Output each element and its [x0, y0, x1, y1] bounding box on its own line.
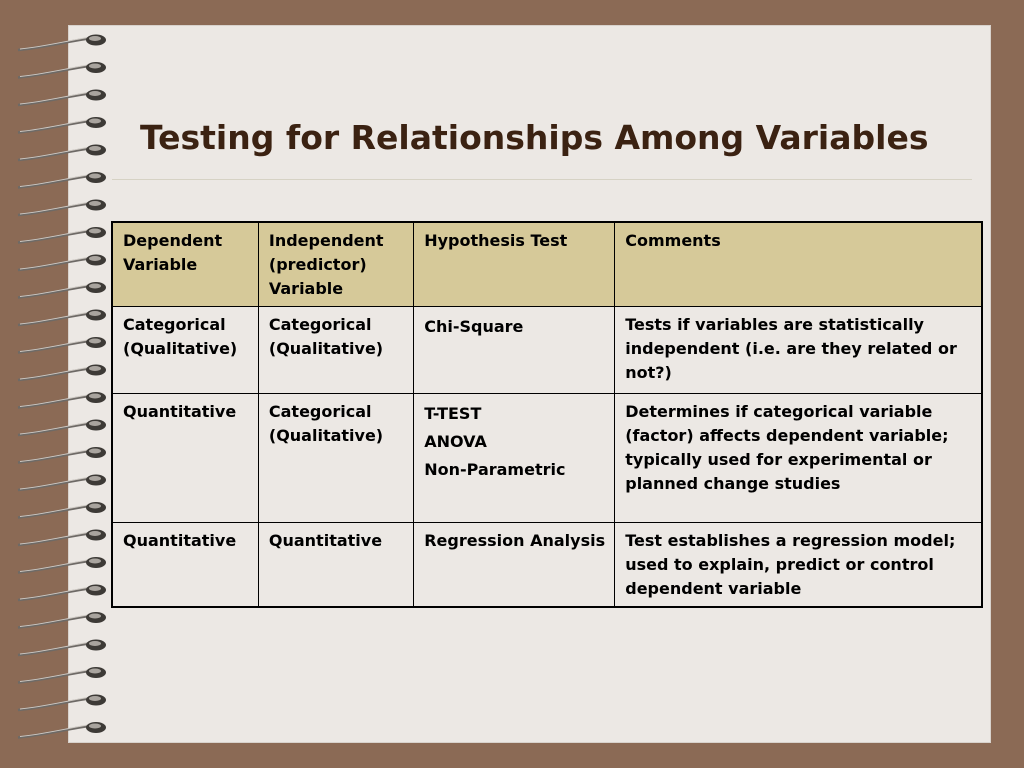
spiral-coil — [18, 62, 106, 78]
header-hypothesis-test: Hypothesis Test — [414, 222, 615, 307]
cell-independent: Categorical (Qualitative) — [258, 307, 413, 394]
cell-hypothesis-test — [414, 523, 615, 608]
cell-comments: Determines if categorical variable (factor) affects dependent variable; typically used for experimental or planned change studies — [615, 394, 982, 523]
relationship-table — [111, 221, 983, 608]
test-name: T-TEST — [424, 404, 482, 423]
spiral-coil — [18, 310, 106, 326]
cell-comments: Test establishes a regression model; used to explain, predict or control dependent variable — [615, 523, 982, 608]
spiral-coil — [18, 502, 106, 518]
cell-dependent: Quantitative — [112, 394, 258, 523]
title-divider — [112, 179, 972, 180]
cell-independent: Quantitative — [258, 523, 413, 608]
spiral-coil — [18, 420, 106, 436]
table-row — [112, 394, 982, 523]
spiral-coil — [18, 530, 106, 546]
spiral-coil — [18, 722, 106, 738]
spiral-coil — [18, 557, 106, 573]
spiral-coil — [18, 255, 106, 271]
cell-comments: Tests if variables are statistically independent (i.e. are they related or not?) — [615, 307, 982, 394]
spiral-coil — [18, 447, 106, 463]
header-dependent-variable: Dependent Variable — [112, 222, 258, 307]
spiral-coil — [18, 282, 106, 298]
spiral-coil — [18, 667, 106, 683]
spiral-coil — [18, 35, 106, 51]
test-name: Chi-Square — [424, 317, 524, 336]
spiral-coil — [18, 475, 106, 491]
spiral-coil — [18, 337, 106, 353]
spiral-coil — [18, 90, 106, 106]
test-name: Non-Parametric — [424, 460, 566, 479]
header-independent-variable: Independent (predictor) Variable — [258, 222, 413, 307]
spiral-coil — [18, 365, 106, 381]
cell-dependent: Quantitative — [112, 523, 258, 608]
spiral-coil — [18, 612, 106, 628]
spiral-coil — [18, 145, 106, 161]
spiral-coil — [18, 585, 106, 601]
cell-independent: Categorical (Qualitative) — [258, 394, 413, 523]
cell-dependent: Categorical (Qualitative) — [112, 307, 258, 394]
test-name: ANOVA — [424, 432, 487, 451]
table-row — [112, 523, 982, 608]
cell-hypothesis-test — [414, 307, 615, 394]
cell-hypothesis-test — [414, 394, 615, 523]
table-row — [112, 307, 982, 394]
spiral-coil — [18, 227, 106, 243]
spiral-coil — [18, 172, 106, 188]
header-comments: Comments — [615, 222, 982, 307]
spiral-coil — [18, 695, 106, 711]
table-header-row — [112, 222, 982, 307]
spiral-coil — [18, 392, 106, 408]
spiral-coil — [18, 200, 106, 216]
slide-title: Testing for Relationships Among Variables — [140, 118, 929, 157]
test-name: Regression Analysis — [424, 531, 606, 550]
spiral-coil — [18, 117, 106, 133]
spiral-coil — [18, 640, 106, 656]
